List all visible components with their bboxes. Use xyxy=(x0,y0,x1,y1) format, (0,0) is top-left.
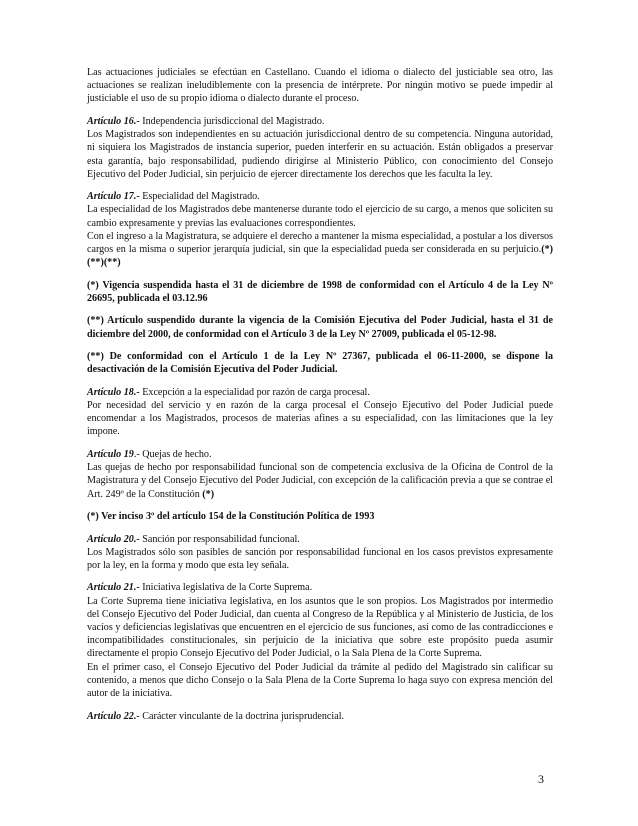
article-18-label: Artículo 18.- xyxy=(87,386,140,398)
article-22-title: Carácter vinculante de la doctrina jurisprudencial. xyxy=(139,710,345,722)
article-16-text: Los Magistrados son independientes en su actuación jurisdiccional dentro de su competencia. Ninguna autoridad, ni siquiera los Magistrados de instancia superior, pueden interferir en su actuación. Están obligados a preservar esta garantía, bajo responsabilidad, pudiendo dirigirse al Ministerio Público, con conocimiento del Consejo Ejecutivo del Poder Judicial, sin perjuicio de ejercer directamente los derechos que les faculta la ley. xyxy=(87,129,553,180)
article-16-title: Independencia jurisdiccional del Magistrado. xyxy=(139,115,325,127)
article-21-heading xyxy=(87,581,553,594)
intro-paragraph xyxy=(87,66,553,106)
article-22 xyxy=(87,710,553,723)
intro-text: Las actuaciones judiciales se efectúan en Castellano. Cuando el idioma o dialecto del justiciable sea otro, las actuaciones se realizan ineludiblemente con la presencia de intérprete. Por ningún motivo se puede impedir al justiciable el uso de su propio idioma o dialecto durante el proceso. xyxy=(87,67,553,105)
article-16 xyxy=(87,115,553,181)
page-number: 3 xyxy=(538,772,544,786)
note-constitucion xyxy=(87,510,553,523)
article-20 xyxy=(87,533,553,573)
note-vigencia-suspendida xyxy=(87,279,553,305)
article-17-label: Artículo 17.- xyxy=(87,191,140,203)
article-20-title: Sanción por responsabilidad funcional. xyxy=(139,533,300,545)
article-17-heading xyxy=(87,190,553,203)
document-body xyxy=(87,66,553,732)
article-16-label: Artículo 16.- xyxy=(87,115,140,127)
article-19-heading xyxy=(87,448,553,461)
note-19-text: (*) Ver inciso 3º del artículo 154 de la Constitución Política de 1993 xyxy=(87,511,375,523)
article-17-title: Especialidad del Magistrado. xyxy=(139,191,260,203)
article-17 xyxy=(87,190,553,269)
article-17-text-1: La especialidad de los Magistrados debe mantenerse durante todo el ejercicio de su cargo, a menos que soliciten su cambio expresamente y previas las evaluaciones correspondientes. xyxy=(87,204,553,229)
article-19-text xyxy=(87,461,553,501)
note-articulo-suspendido xyxy=(87,314,553,340)
article-19-text-body: Las quejas de hecho por responsabilidad funcional son de competencia exclusiva de la Oficina de Control de la Magistratura y del Consejo Ejecutivo del Poder Judicial, con excepción de la calificación previa a que se contrae el Art. 249º de la Constitución xyxy=(87,462,553,500)
article-22-heading xyxy=(87,710,553,723)
note-desactivacion xyxy=(87,350,553,376)
article-18-title: Excepción a la especialidad por razón de carga procesal. xyxy=(139,386,370,398)
article-21 xyxy=(87,581,553,700)
article-17-text-2 xyxy=(87,230,553,270)
note-2-text: (**) Artículo suspendido durante la vigencia de la Comisión Ejecutiva del Poder Judicial, hasta el 31 de diciembre del 2000, de conformidad con el Artículo 3 de la Ley Nº 27009, publicada el 05-12-98. xyxy=(87,315,553,340)
article-21-text-1: La Corte Suprema tiene iniciativa legislativa, en los asuntos que le son propios. Los Magistrados por intermedio del Consejo Ejecutivo del Poder Judicial, dan cuenta al Congreso de la República y al Ministerio de Justicia, de los vacíos y deficiencias legislativas que encuentren en el ejercicio de sus funciones, así como de las contradicciones e incompatibilidades constitucionales, sin perjuicio de la iniciativa que sobre este propósito pueda asumir directamente el propio Consejo Ejecutivo del Poder Judicial, o la Sala Plena de la Corte Suprema. xyxy=(87,595,553,660)
article-19-label: Artículo 19 xyxy=(87,448,134,460)
article-16-heading xyxy=(87,115,553,128)
article-19-title: .- Quejas de hecho. xyxy=(133,448,212,460)
article-17-text-2-body: Con el ingreso a la Magistratura, se adquiere el derecho a mantener la misma especialidad, a postular a los diversos cargos en la misma o superior jerarquía judicial, sin que la especialidad pueda ser considerada en su perjuicio. xyxy=(87,230,553,256)
article-20-heading xyxy=(87,533,553,546)
article-20-text: Los Magistrados sólo son pasibles de sanción por responsabilidad funcional en los casos previstos expresamente por la ley, en la forma y modo que esta ley señala. xyxy=(87,546,553,571)
article-20-label: Artículo 20.- xyxy=(87,533,140,545)
note-1-text: (*) Vigencia suspendida hasta el 31 de diciembre de 1998 de conformidad con el Artículo 4 de la Ley Nº 26695, publicada el 03.12.96 xyxy=(87,279,553,304)
article-19-mark: (*) xyxy=(202,488,215,500)
article-22-label: Artículo 22.- xyxy=(87,710,140,722)
article-21-title: Iniciativa legislativa de la Corte Suprema. xyxy=(139,582,313,594)
article-21-label: Artículo 21.- xyxy=(87,582,140,594)
article-18-text: Por necesidad del servicio y en razón de la carga procesal el Consejo Ejecutivo del Poder Judicial puede encomendar a los Magistrados, procesos de materias afines a su especialidad, con las limitaciones que la ley impone. xyxy=(87,400,553,438)
article-18 xyxy=(87,386,553,439)
article-17-marks: (*)(**)(**) xyxy=(87,244,553,269)
article-21-text-2: En el primer caso, el Consejo Ejecutivo del Poder Judicial da trámite al pedido del Magistrado sin calificar su contenido, a menos que dicho Consejo o la Sala Plena de la Corte Suprema lo haga suyo con expresa mención del autor de la iniciativa. xyxy=(87,661,553,700)
article-18-heading xyxy=(87,386,553,399)
article-19 xyxy=(87,448,553,501)
note-3-text: (**) De conformidad con el Artículo 1 de la Ley Nº 27367, publicada el 06-11-2000, se dispone la desactivación de la Comisión Ejecutiva del Poder Judicial. xyxy=(87,351,553,376)
